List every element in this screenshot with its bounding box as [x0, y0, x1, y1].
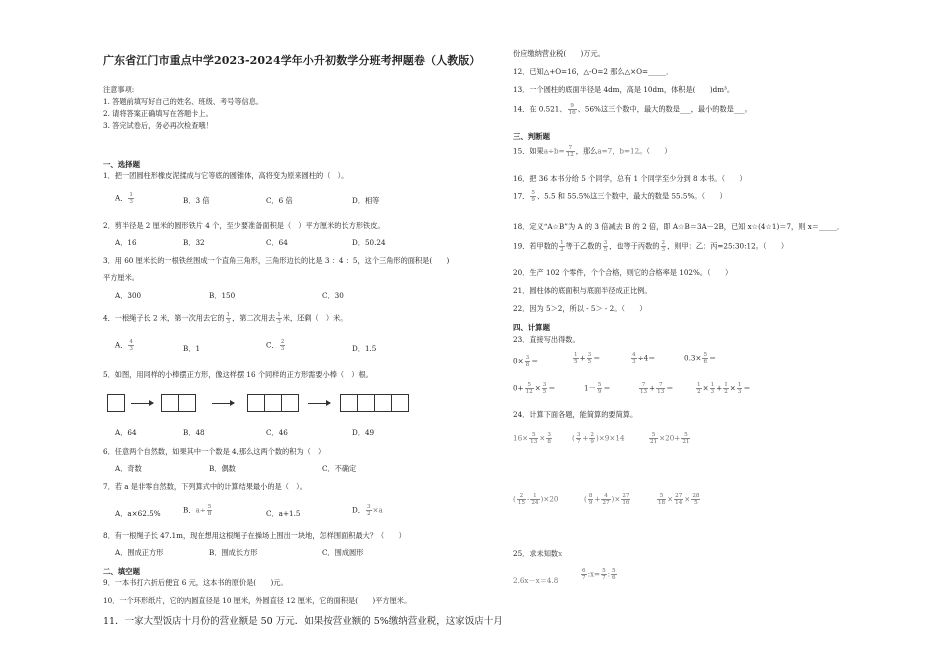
section-heading-calc: 四、计算题 [513, 323, 550, 332]
q4-option-c: C． $\frac{2}{3}$ [266, 339, 285, 352]
q5-option-b: B．48 [183, 428, 205, 437]
question-5: 5．如图，用同样的小棒摆正方形，像这样摆 16 个同样的正方形需要小棒（ ）根。 [103, 370, 373, 379]
question-20: 20．生产 102 个零件，个个合格，则它的合格率是 102%。（ ） [513, 268, 733, 277]
question-15: 15．如果a÷b= $\frac{7}{12}$ ，那么a=7，b=12。（ ） [513, 145, 672, 158]
q1-option-c: C．6 倍 [266, 196, 293, 205]
q3-option-c: C．30 [322, 291, 344, 300]
calc-expression: ( $\frac{2}{15}$ - $\frac{1}{24}$ )×20 [513, 493, 559, 506]
question-19: 19．若甲数的 $\frac{1}{2}$ 等于乙数的 $\frac{3}{5}$ ，也等于丙数的 $\frac{2}{3}$ ，则甲：乙：丙=25:30:12。（ ） [513, 240, 789, 253]
equation: 2.6x－x＝4.8 [513, 576, 559, 585]
q7-option-d: D． $\frac{3}{2}$ ×a [352, 504, 383, 517]
q3-option-a: A．300 [115, 291, 142, 300]
q4-option-a: A． $\frac{4}{3}$ [115, 339, 133, 352]
q8-option-a: A．围成正方形 [115, 548, 164, 557]
calc-item: 0.3× $\frac{5}{6}$ ＝ [684, 352, 717, 365]
calc-item: $\frac{1}{2}$ × $\frac{1}{3}$ + $\frac{1}{2}$ × $\frac{1}{3}$ ＝ [697, 382, 751, 395]
question-14: 14．在 0.521、 $\frac{9}{16}$ 、56%这三个数中，最大的数是___，最小的数是___。 [513, 103, 752, 116]
question-23: 23．直接写出得数。 [513, 335, 580, 344]
arrow-icon [212, 403, 234, 404]
section-heading-choice: 一、选择题 [103, 160, 140, 169]
q7-option-a: A．a×62.5% [115, 509, 161, 518]
q4-option-b: B．1 [183, 344, 201, 353]
notice-item: 3. 答完试卷后，务必再次检查哦！ [103, 121, 213, 130]
notice-item: 2. 请将答案正确填写在答题卡上。 [103, 109, 213, 118]
q5-option-c: C．46 [266, 428, 288, 437]
question-7: 7．若 a 是非零自然数，下列算式中的计算结果最小的是（ ）。 [103, 482, 307, 491]
q2-option-d: D．50.24 [352, 238, 386, 247]
question-12: 12．已知△+O=16，△-O=2 那么△×O=_____． [513, 67, 674, 76]
calc-expression: ( $\frac{3}{7}$ + $\frac{2}{9}$ )×9×14 [572, 432, 625, 445]
notice-item: 1. 答题前填写好自己的姓名、班级、考号等信息。 [103, 97, 264, 106]
notice-heading: 注意事项: [103, 85, 135, 94]
question-3-cont: 平方厘米。 [103, 273, 139, 282]
question-16: 16．把 36 本书分给 5 个同学，总有 1 个同学至少分到 8 本书。（ ） [513, 174, 747, 183]
question-17: 17． $\frac{5}{9}$ 、5.5 和 55.5%这三个数中，最大的数是 55.5%。（ ） [513, 190, 727, 203]
question-8: 8．有一根绳子长 47.1m，现在想用这根绳子在操场上围出一块地，怎样围面积最大？（ ） [103, 531, 406, 540]
question-11-cont: 份应缴纳营业税( )万元。 [513, 49, 605, 58]
calc-expression: 16× $\frac{5}{13}$ × $\frac{3}{8}$ [513, 432, 551, 445]
calc-expression: $\frac{5}{18}$ × $\frac{27}{14}$ × $\frac{28}{5}$ [658, 493, 700, 506]
equation: $\frac{6}{7}$ :x= $\frac{5}{7}$ : $\frac{5}{6}$ [582, 568, 616, 581]
q7-option-b: B．a÷ $\frac{5}{8}$ [183, 504, 212, 517]
q6-option-c: C．不确定 [322, 464, 357, 473]
q8-option-c: C．围成圆形 [322, 548, 364, 557]
q1-option-d: D．相等 [352, 196, 380, 205]
q2-option-c: C．64 [266, 238, 288, 247]
question-6: 6．任意两个自然数，如果其中一个数是 4,那么这两个数的积为（ ） [103, 447, 326, 456]
calc-item: $\frac{1}{5}$ + $\frac{3}{5}$ ＝ [574, 352, 601, 365]
calc-item: 0+ $\frac{5}{12}$ × $\frac{3}{5}$ ＝ [513, 382, 556, 395]
arrow-icon [308, 403, 330, 404]
q8-option-b: B．围成长方形 [209, 548, 258, 557]
q2-option-b: B．32 [183, 238, 205, 247]
q5-option-a: A．64 [115, 428, 137, 437]
q6-option-a: A．奇数 [115, 464, 142, 473]
question-3: 3．用 60 厘米长的一根铁丝围成一个直角三角形，三角形边长的比是 3 ：4 ：5，这个三角形的面积是( ) [103, 256, 450, 265]
q7-option-c: C．a+1.5 [266, 509, 301, 518]
q5-option-d: D．49 [352, 428, 375, 437]
calc-item: 0× $\frac{3}{8}$ ＝ [513, 355, 539, 368]
calc-item: $\frac{4}{3}$ ÷4＝ [632, 352, 656, 365]
calc-expression: ( $\frac{8}{9}$ + $\frac{4}{27}$ )× $\frac{27}{16}$ [584, 493, 630, 506]
question-22: 22．因为 5＞2，所以 - 5＞ - 2。（ ） [513, 304, 647, 313]
question-13: 13．一个圆柱的底面半径是 4dm，高是 10dm，体积是( )dm³。 [513, 85, 735, 94]
calc-item: $\frac{7}{13}$ + $\frac{7}{13}$ ＝ [640, 382, 674, 395]
question-25: 25．求未知数x [513, 549, 563, 558]
section-heading-judge: 三、判断题 [513, 132, 550, 141]
question-10: 10．一个环形纸片，它的内圆直径是 10 厘米，外圆直径 12 厘米，它的面积是( )平方厘米。 [103, 596, 412, 605]
question-4: 4．一根绳子长 2 米，第一次用去它的 $\frac{1}{3}$ ，第二次用去 $\frac{1}{3}$ 米，还剩（ ）米。 [103, 312, 348, 325]
question-18: 18．定义“A☆B”为 A 的 3 倍减去 B 的 2 倍，即 A☆B＝3A－2B，已知 x☆(4☆1)＝7，则 x＝_____． [513, 222, 845, 231]
question-21: 21．圆柱体的底面积与底面半径成正比例。 [513, 286, 652, 295]
question-11: 11．一家大型饭店十月份的营业额是 50 万元．如果按营业额的 5%缴纳营业税，这家饭店十月 [103, 616, 503, 627]
arrow-icon [131, 403, 153, 404]
question-1: 1．把一团圆柱形橡皮泥揉成与它等底的圆锥体，高将变为原来圆柱的（ ）。 [103, 171, 349, 180]
q1-option-b: B．3 倍 [183, 196, 210, 205]
section-heading-fill: 二、填空题 [103, 567, 140, 576]
q6-option-b: B．偶数 [209, 464, 236, 473]
page-title: 广东省江门市重点中学2023-2024学年小升初数学分班考押题卷（人教版） [103, 54, 481, 67]
question-24: 24．计算下面各题，能简算的要简算。 [513, 410, 638, 419]
calc-expression: $\frac{5}{21}$ ×20+ $\frac{5}{21}$ [650, 432, 690, 445]
q3-option-b: B．150 [209, 291, 236, 300]
q1-option-a: A． $\frac{1}{3}$ [115, 192, 133, 205]
question-9: 9．一本书打六折后便宜 6 元，这本书的原价是( )元。 [103, 578, 288, 587]
q2-option-a: A．16 [115, 238, 137, 247]
calc-item: 1－ $\frac{5}{9}$ ＝ [584, 382, 611, 395]
question-2: 2．剪半径是 2 厘米的圆形铁片 4 个，至少要准备面积是（ ）平方厘米的长方形铁皮。 [103, 221, 385, 230]
q4-option-d: D．1.5 [352, 344, 377, 353]
